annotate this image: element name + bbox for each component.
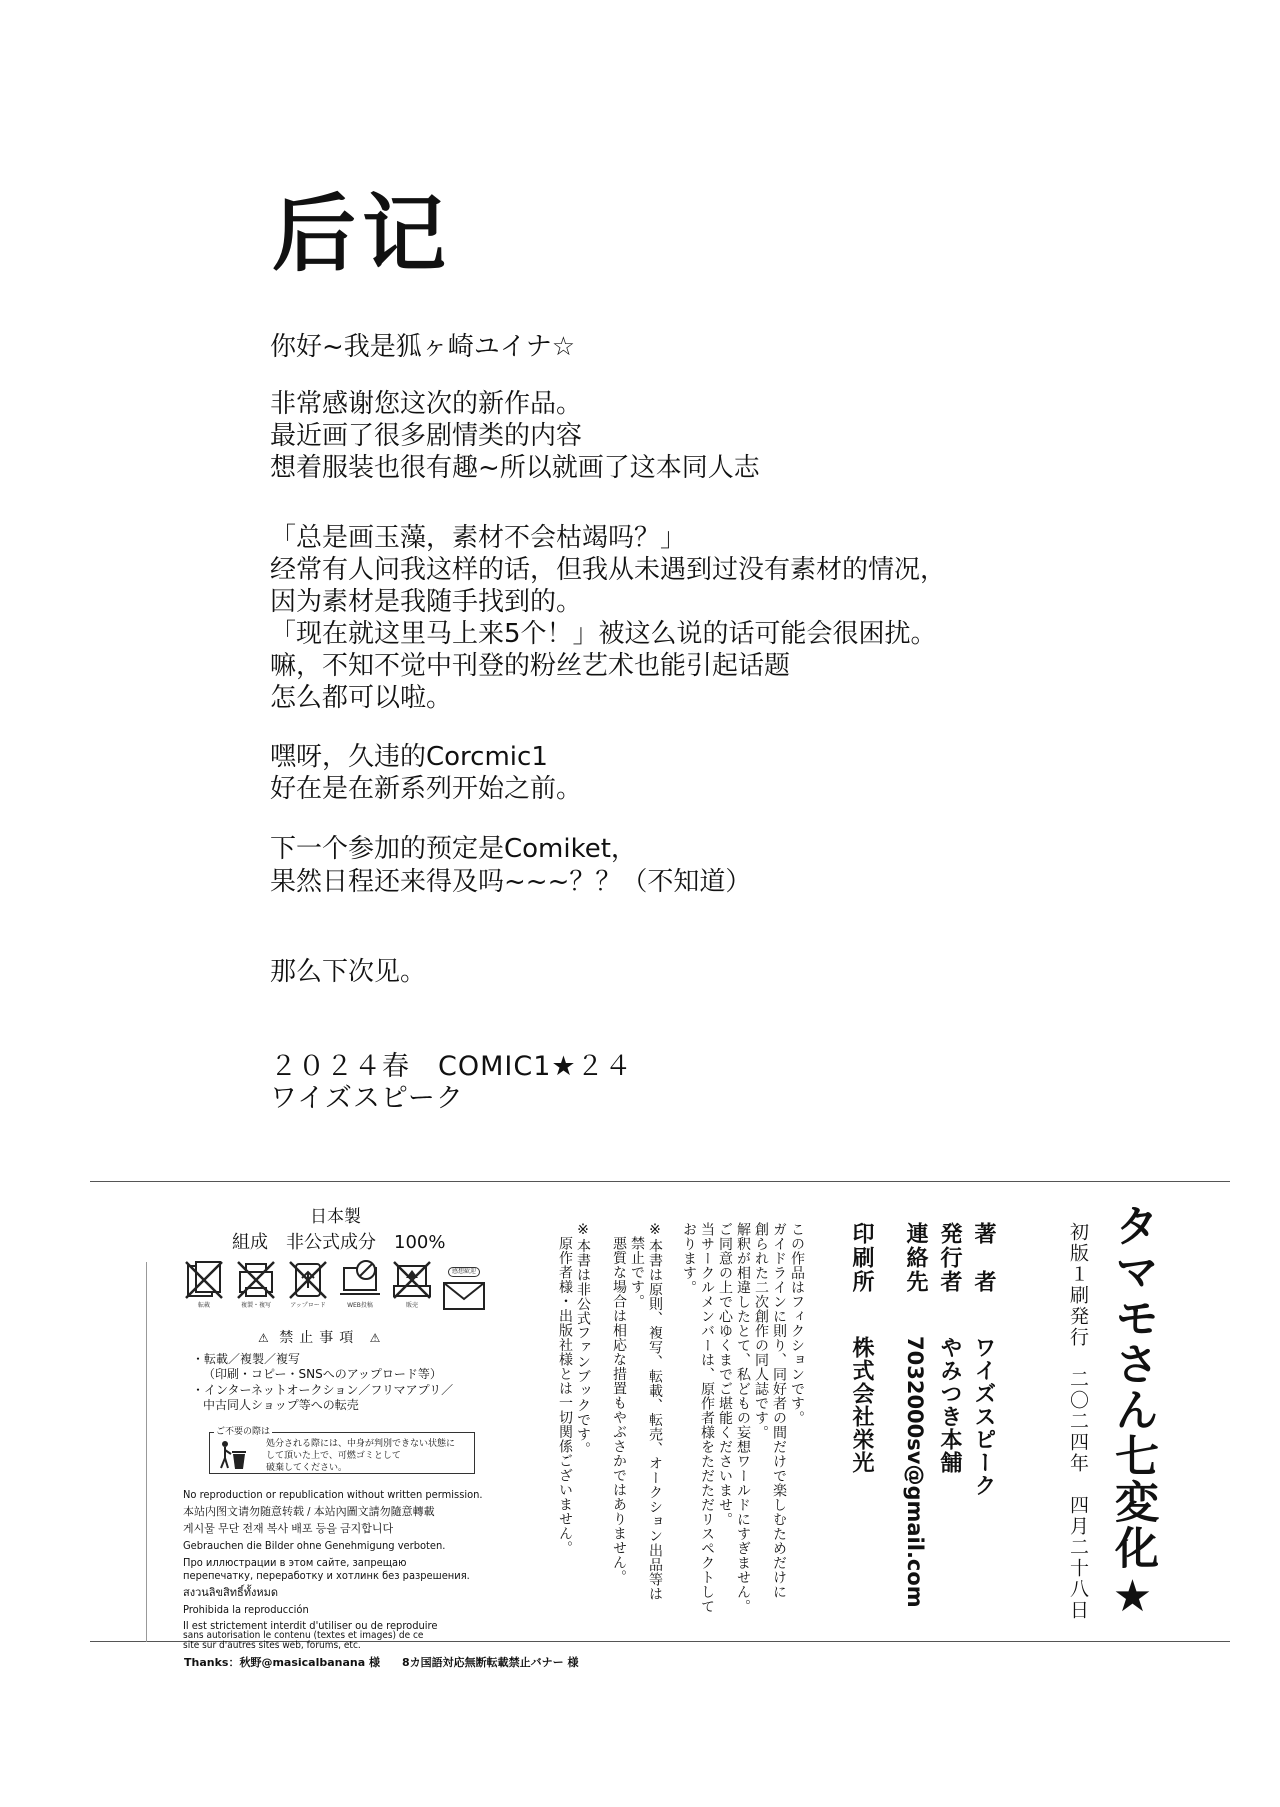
composition-label: 組成 非公式成分 100% xyxy=(232,1232,446,1253)
icon-cell xyxy=(440,1258,488,1311)
afterword-line: 「现在就这里马上来5个！」被这么说的话可能会很困扰。 xyxy=(270,619,937,649)
icon-caption: 転載 xyxy=(197,1302,210,1309)
fanbook-notice-line: ※本書は非公式ファンブックです。 xyxy=(575,1222,591,1456)
icon-cell xyxy=(388,1258,436,1311)
fiction-notice-line: この作品はフィクションです。 xyxy=(789,1222,805,1425)
multilingual-notice: sans autorisation le contenu (textes et images) de ce xyxy=(183,1630,424,1641)
icon-caption: 販売 xyxy=(405,1302,418,1309)
prohibited-item: 中古同人ショップ等への転売 xyxy=(203,1398,359,1412)
icon-cell xyxy=(180,1258,228,1311)
edition-info: 初版１刷発行 二〇二四年 四月二十八日 xyxy=(1067,1222,1089,1621)
afterword-line: 果然日程还来得及吗~~~？？（不知道） xyxy=(270,867,752,897)
fiction-notice-line: おります。 xyxy=(681,1222,697,1295)
afterword-farewell: 那么下次见。 xyxy=(270,957,427,987)
prohibited-item: （印刷・コピー・SNSへのアップロード等） xyxy=(203,1367,442,1381)
afterword-line: 嘛，不知不觉中刊登的粉丝艺术也能引起话题 xyxy=(270,651,791,681)
multilingual-notice: No reproduction or republication without written permission. xyxy=(183,1488,483,1501)
disposal-tag: ご不要の際は xyxy=(214,1424,272,1437)
prohibited-item: ・インターネットオークション／フリマアプリ／ xyxy=(192,1383,454,1397)
icon-caption: WEB投稿 xyxy=(347,1302,373,1309)
multilingual-notice: Il est strictement interdit d'utiliser ou de reproduire xyxy=(183,1619,438,1632)
prohibition-notice-line: ※本書は原則、複写、転載、転売、オークション出品等は xyxy=(647,1222,663,1601)
afterword-line: 下一个参加的预定是Comiket， xyxy=(270,834,637,864)
afterword-line: 经常有人问我这样的话，但我从未遇到过没有素材的情况， xyxy=(270,555,947,585)
publisher-label: 発行者 xyxy=(937,1222,962,1294)
afterword-line: 怎么都可以啦。 xyxy=(270,683,453,713)
fiction-notice-line: 解釈が相違したとて、私どもの妄想ワールドにすぎません。 xyxy=(735,1222,751,1614)
no-reprint-icon xyxy=(182,1258,226,1302)
afterword-line: 想着服装也很有趣~所以就画了这本同人志 xyxy=(270,453,760,483)
disposal-text xyxy=(266,1438,455,1474)
prohibited-item: ・転載／複製／複写 xyxy=(192,1352,301,1366)
printer-name: 株式会社栄光 xyxy=(849,1336,874,1474)
fiction-notice-line: ガイドラインに則り、同好者の間だけで楽しむためだけに xyxy=(771,1222,787,1599)
multilingual-notice: Gebrauchen die Bilder ohne Genehmigung verboten. xyxy=(183,1539,446,1552)
icon-cell xyxy=(232,1258,280,1311)
multilingual-notice: перепечатку, переработку и хотлинк без разрешения. xyxy=(183,1569,470,1582)
afterword-line: 最近画了很多剧情类的内容 xyxy=(270,421,583,451)
prohibited-heading-text: 禁止事項 xyxy=(279,1330,360,1346)
no-copy-icon xyxy=(234,1258,278,1302)
multilingual-notice: 本站内图文请勿随意转载 / 本站內圖文請勿隨意轉載 xyxy=(183,1505,435,1518)
multilingual-notice: Prohibida la reproducción xyxy=(183,1603,309,1616)
icon-caption: 複製・複写 xyxy=(240,1302,271,1309)
no-sale-icon xyxy=(390,1258,434,1302)
printer-label: 印刷所 xyxy=(849,1222,874,1294)
feedback-mail-icon xyxy=(442,1277,486,1311)
afterword-line: 「总是画玉藻，素材不会枯竭吗？」 xyxy=(270,523,687,553)
warning-icon: ⚠ xyxy=(369,1331,381,1345)
prohibition-notice-line: 悪質な場合は相応な措置もやぶさかではありません。 xyxy=(611,1236,627,1584)
disposal-line: 破棄してください。 xyxy=(266,1463,348,1473)
signature-event: ２０２４春 COMIC1★２４ xyxy=(270,1051,633,1082)
afterword-greeting: 你好~我是狐ヶ崎ユイナ☆ xyxy=(270,332,576,362)
contact-label: 連絡先 xyxy=(903,1222,928,1294)
fiction-notice-line: ご同意の上で心ゆくまでご堪能くださいませ。 xyxy=(717,1222,733,1527)
author-label: 著 者 xyxy=(971,1222,996,1294)
fanbook-notice-line: 原作者様・出版社様とは一切関係ございません。 xyxy=(557,1236,573,1555)
afterword-line: 因为素材是我随手找到的。 xyxy=(270,587,583,617)
multilingual-notice: Про иллюстрации в этом сайте, запрещаю xyxy=(183,1556,407,1569)
signature-circle: ワイズスピーク xyxy=(270,1083,464,1114)
book-title: タマモさん七変化★ xyxy=(1107,1203,1158,1624)
icon-cell xyxy=(284,1258,332,1311)
contact-email: 7032000sv@gmail.com xyxy=(903,1336,927,1608)
author-name: ワイズスピーク xyxy=(971,1336,996,1497)
thanks-credit: Thanks：秋野@masicalbanana 様 8カ国語対応無断転載禁止バナー 様 xyxy=(184,1656,579,1669)
multilingual-notice: 게시물 무단 전재 복사 배포 등을 금지합니다 xyxy=(183,1522,394,1535)
disposal-line: 処分される際には、中身が判別できない状態に xyxy=(266,1439,456,1449)
made-in-japan: 日本製 xyxy=(310,1207,361,1227)
afterword-line: 好在是在新系列开始之前。 xyxy=(270,774,583,804)
prohibited-heading xyxy=(258,1327,380,1347)
icon-caption: アップロード xyxy=(290,1302,326,1309)
multilingual-notice: สงวนลิขสิทธิ์ทั้งหมด xyxy=(183,1586,278,1599)
disposal-line: して頂いた上で、可燃ゴミとして xyxy=(266,1451,401,1461)
trash-bin-icon xyxy=(216,1440,248,1474)
prohibition-icon-row xyxy=(180,1258,492,1311)
left-margin-rule xyxy=(146,1262,147,1642)
icon-caption: 感想歓迎 xyxy=(448,1267,480,1277)
prohibition-notice-line: 禁止です。 xyxy=(629,1236,645,1309)
no-upload-icon xyxy=(286,1258,330,1302)
publisher-name: やみつき本舗 xyxy=(937,1336,962,1474)
warning-icon: ⚠ xyxy=(258,1331,269,1345)
afterword-line: 非常感谢您这次的新作品。 xyxy=(270,389,583,419)
afterword-title: 后记 xyxy=(272,185,453,283)
afterword-line: 嘿呀，久违的Corcmic1 xyxy=(270,742,548,772)
no-web-post-icon xyxy=(338,1258,382,1302)
fiction-notice-line: 当サークルメンバーは、原作者様をただただリスペクトして xyxy=(699,1222,715,1614)
multilingual-notice: site sur d'autres sites web, forums, etc. xyxy=(183,1640,361,1651)
colophon-top-rule xyxy=(90,1181,1230,1182)
icon-cell xyxy=(336,1258,384,1311)
fiction-notice-line: 創られた二次創作の同人誌です。 xyxy=(753,1222,769,1440)
